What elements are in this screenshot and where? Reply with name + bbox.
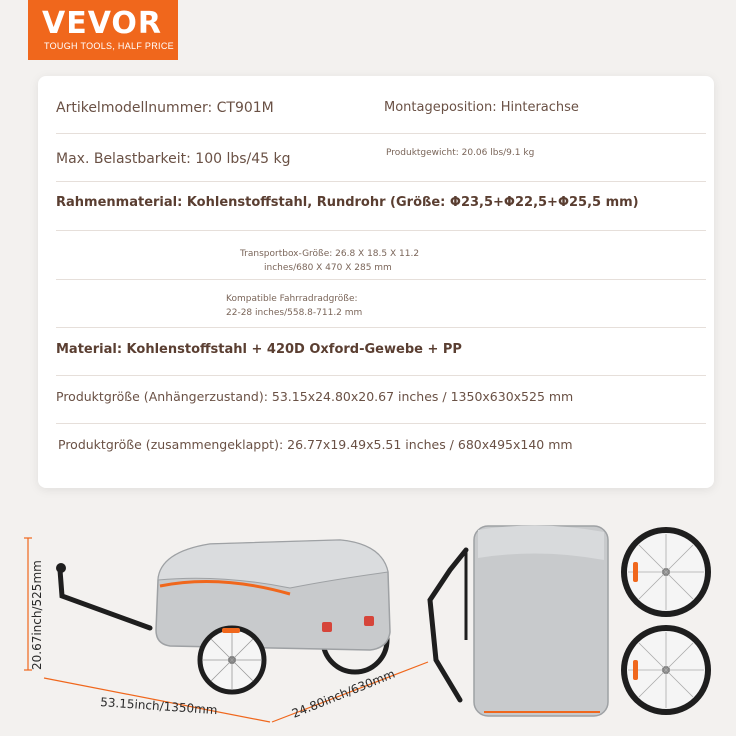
brand-name: VEVOR — [42, 6, 163, 41]
spec-size-folded: Produktgröße (zusammengeklappt): 26.77x19.49x5.51 inches / 680x495x140 mm — [58, 437, 573, 452]
spec-transport-box-line2: inches/680 X 470 X 285 mm — [264, 263, 392, 273]
divider — [56, 375, 706, 376]
spec-transport-box-line1: Transportbox-Größe: 26.8 X 18.5 X 11.2 — [240, 249, 420, 259]
divider — [56, 327, 706, 328]
tow-arm — [60, 570, 150, 628]
folded-tow-arm — [430, 550, 466, 700]
spec-max-load: Max. Belastbarkeit: 100 lbs/45 kg — [56, 151, 291, 167]
spec-frame: Rahmenmaterial: Kohlenstoffstahl, Rundrohr (Größe: Φ23,5+Φ22,5+Φ25,5 mm) — [56, 195, 639, 210]
spec-card — [38, 76, 714, 488]
spec-material: Material: Kohlenstoffstahl + 420D Oxford-Gewebe + PP — [56, 342, 462, 357]
reflector-right — [364, 616, 374, 626]
assembled-trailer — [56, 540, 390, 692]
folded-components — [430, 525, 708, 716]
divider — [56, 133, 706, 134]
spec-wheel-line1: Kompatible Fahrradradgröße: — [226, 294, 358, 304]
spec-wheel-line2: 22-28 inches/558.8-711.2 mm — [226, 308, 363, 318]
width-dimension-label: 24.80inch/630mm — [289, 666, 397, 721]
divider — [56, 279, 706, 280]
spec-mounting: Montageposition: Hinterachse — [384, 100, 579, 115]
length-dimension-label: 53.15inch/1350mm — [99, 695, 218, 718]
divider — [56, 230, 706, 231]
divider — [56, 181, 706, 182]
hitch-coupler — [56, 563, 66, 573]
brand-tagline: TOUGH TOOLS, HALF PRICE — [44, 41, 174, 51]
reflector-left — [322, 622, 332, 632]
spec-weight: Produktgewicht: 20.06 lbs/9.1 kg — [386, 148, 535, 158]
divider — [56, 423, 706, 424]
brand-logo — [28, 0, 178, 60]
spec-size-trailer: Produktgröße (Anhängerzustand): 53.15x24.80x20.67 inches / 1350x630x525 mm — [56, 389, 574, 404]
trailer-illustration — [0, 500, 736, 736]
height-dimension-label: 20.67inch/525mm — [30, 560, 44, 670]
spec-model: Artikelmodellnummer: CT901M — [56, 100, 274, 116]
wheel-reflector — [222, 628, 240, 633]
